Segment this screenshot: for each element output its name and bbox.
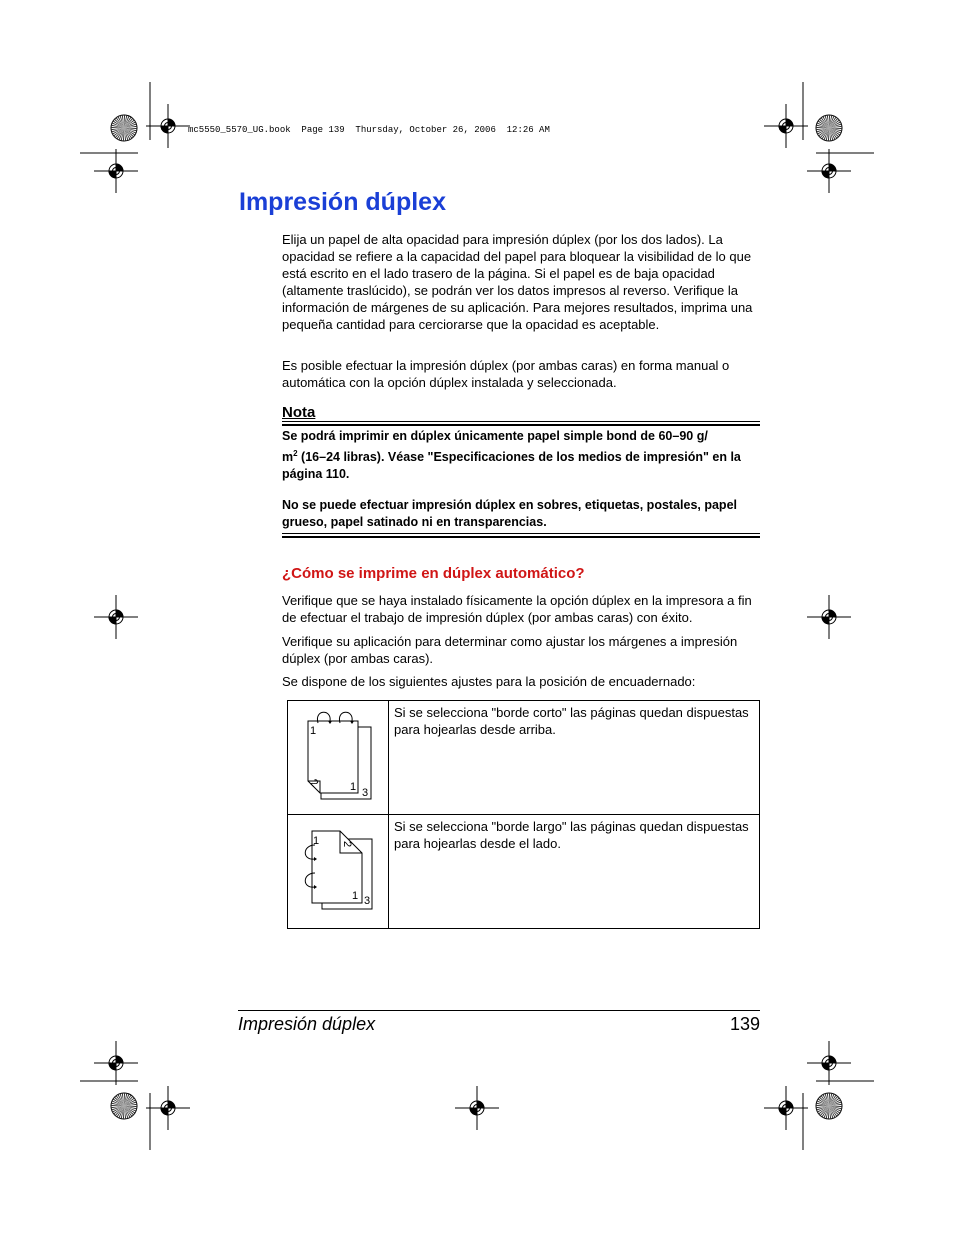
star-target-mark: [816, 115, 842, 141]
note-text-1: [282, 428, 762, 483]
crosshair-mark: [146, 104, 190, 148]
short-edge-label-3: 1: [350, 781, 357, 793]
note-bottom-rule-thick: [282, 536, 760, 538]
crosshair-mark: [764, 1086, 808, 1130]
long-edge-description: Si se selecciona "borde largo" las páginas quedan dispuestas para hojearlas desde el lado.: [389, 815, 760, 929]
section-paragraph-2: Verifique su aplicación para determinar como ajustar los márgenes a impresión dúplex (por ambas caras).: [282, 634, 738, 666]
binding-table: [287, 700, 760, 929]
long-edge-label-1: 1: [313, 835, 320, 847]
section-title: ¿Cómo se imprime en dúplex automático?: [282, 565, 585, 582]
long-edge-label-2: 2: [341, 841, 353, 848]
page-title: Impresión dúplex: [239, 188, 446, 216]
page-number: 139: [729, 1014, 760, 1034]
short-edge-description: Si se selecciona "borde corto" las páginas quedan dispuestas para hojearlas desde arriba.: [389, 701, 760, 815]
section-paragraph-3: Se dispone de los siguientes ajustes para la posición de encuadernado:: [282, 674, 696, 689]
short-edge-label-1: 1: [310, 725, 317, 737]
page-slug: mc5550_5570_UG.book Page 139 Thursday, October 26, 2006 12:26 AM: [188, 125, 550, 135]
crosshair-mark: [807, 1041, 851, 1085]
crosshair-mark: [764, 104, 808, 148]
note-top-rule: [282, 421, 760, 422]
crosshair-mark: [94, 595, 138, 639]
short-edge-binding-icon: [288, 701, 389, 815]
note-text-1b: (16–24 libras). Véase "Especificaciones de los medios de impresión" en la página 110.: [282, 450, 741, 482]
note-label: Nota: [282, 404, 316, 421]
crosshair-mark: [455, 1086, 499, 1130]
star-target-mark: [111, 115, 137, 141]
short-edge-label-4: 3: [362, 787, 369, 799]
crosshair-mark: [146, 1086, 190, 1130]
crosshair-mark: [94, 149, 138, 193]
note-text-1a: Se podrá imprimir en dúplex únicamente papel simple bond de 60–90 g/: [282, 429, 708, 443]
crosshair-mark: [94, 1041, 138, 1085]
long-edge-binding-icon: [288, 815, 389, 929]
star-target-mark: [816, 1093, 842, 1119]
note-unit: m: [282, 450, 294, 465]
footer-rule: [238, 1010, 760, 1011]
section-paragraph-1: Verifique que se haya instalado físicamente la opción dúplex en la impresora a fin de efectuar el trabajo de impresión dúplex (por ambas caras) con éxito.: [282, 593, 752, 625]
footer-title: Impresión dúplex: [238, 1014, 376, 1034]
crosshair-mark: [807, 149, 851, 193]
long-edge-label-3: 1: [352, 890, 359, 902]
star-target-mark: [111, 1093, 137, 1119]
binding-row-long-edge: [288, 815, 760, 929]
note-text-2: No se puede efectuar impresión dúplex en sobres, etiquetas, postales, papel grueso, papel satinado ni en transparencias.: [282, 498, 737, 529]
note-unit-superscript: 2: [293, 449, 298, 458]
binding-row-short-edge: [288, 701, 760, 815]
crosshair-mark: [807, 595, 851, 639]
short-edge-label-2: 2: [307, 777, 321, 790]
intro-paragraph-1: Elija un papel de alta opacidad para impresión dúplex (por los dos lados). La opacidad se refiere a la capacidad del papel para bloquear la visibilidad de lo que está escrito en el lado trasero de la página. Si el papel es de baja opacidad (altamente traslúcido), se podrán ver los datos impresos al reverso. Verifique la información de márgenes de su aplicación. Para mejores resultados, imprima una pequeña cantidad para cerciorarse que la opacidad es aceptable.: [282, 232, 753, 332]
note-top-rule-thick: [282, 424, 760, 426]
intro-paragraph-2: Es posible efectuar la impresión dúplex (por ambas caras) en forma manual o automática con la opción dúplex instalada y seleccionada.: [282, 358, 730, 390]
long-edge-label-4: 3: [364, 895, 371, 907]
note-bottom-rule: [282, 533, 760, 534]
